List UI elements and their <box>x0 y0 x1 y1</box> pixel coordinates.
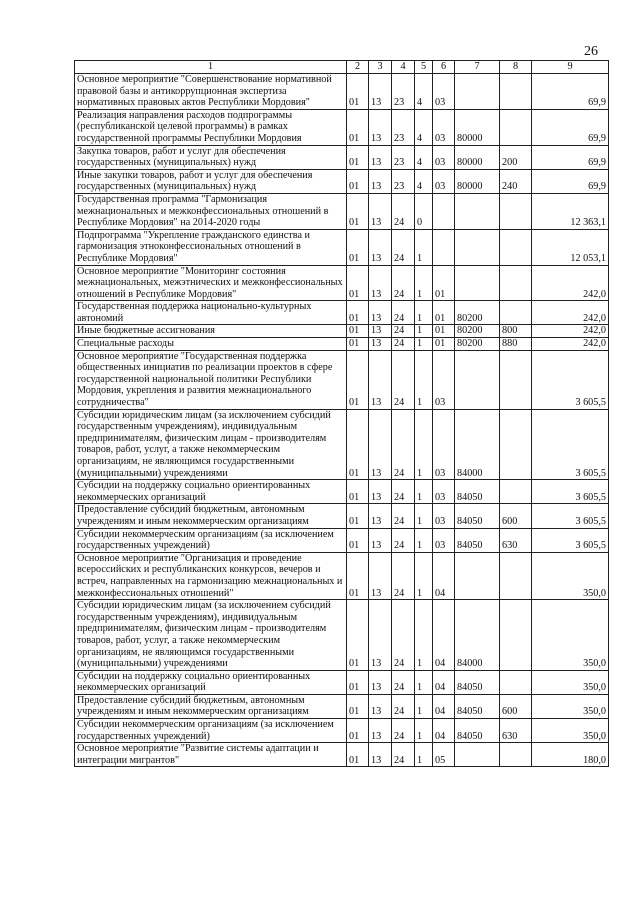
cell-amount: 350,0 <box>532 600 609 671</box>
table-row <box>75 325 609 338</box>
cell-measure: 04 <box>433 600 455 671</box>
cell-amount: 350,0 <box>532 670 609 694</box>
cell-subprogram: 1 <box>415 409 433 480</box>
cell-program: 23 <box>392 74 415 110</box>
cell-expense-type <box>500 409 532 480</box>
cell-amount: 3 605,5 <box>532 528 609 552</box>
cell-section: 01 <box>347 229 369 265</box>
table-row <box>75 694 609 718</box>
table-row <box>75 600 609 671</box>
table-body <box>75 74 609 767</box>
cell-subprogram: 1 <box>415 265 433 301</box>
cell-section: 01 <box>347 74 369 110</box>
cell-expense-type: 800 <box>500 325 532 338</box>
table-row <box>75 350 609 409</box>
cell-direction: 84050 <box>455 719 500 743</box>
cell-section: 01 <box>347 301 369 325</box>
cell-subprogram: 1 <box>415 743 433 767</box>
cell-amount: 12 053,1 <box>532 229 609 265</box>
cell-measure: 03 <box>433 480 455 504</box>
header-cell-1: 1 <box>75 61 347 74</box>
row-name: Иные бюджетные ассигнования <box>75 325 347 338</box>
cell-subprogram: 1 <box>415 325 433 338</box>
cell-section: 01 <box>347 694 369 718</box>
cell-subsection: 13 <box>369 528 392 552</box>
row-name: Основное мероприятие "Развитие системы адаптации и интеграции мигрантов" <box>75 743 347 767</box>
cell-program: 24 <box>392 325 415 338</box>
cell-subprogram: 4 <box>415 145 433 169</box>
cell-measure: 01 <box>433 301 455 325</box>
cell-direction: 80200 <box>455 325 500 338</box>
row-name: Субсидии юридическим лицам (за исключением субсидий государственным учреждениям), индивидуальным предпринимателям, физическим лицам - производителям товаров, работ, услуг, а также некоммерческим организациям, не являющимся государственными (муниципальными) учреждениями <box>75 600 347 671</box>
cell-direction: 80200 <box>455 301 500 325</box>
cell-program: 24 <box>392 350 415 409</box>
cell-measure: 04 <box>433 694 455 718</box>
cell-direction: 80000 <box>455 145 500 169</box>
row-name: Подпрограмма "Укрепление гражданского единства и гармонизация этноконфессиональных отношений в Республике Мордовия" <box>75 229 347 265</box>
cell-subprogram: 1 <box>415 301 433 325</box>
cell-subsection: 13 <box>369 145 392 169</box>
cell-program: 23 <box>392 145 415 169</box>
cell-program: 24 <box>392 694 415 718</box>
cell-direction <box>455 350 500 409</box>
cell-measure: 03 <box>433 145 455 169</box>
cell-program: 24 <box>392 338 415 351</box>
cell-measure: 03 <box>433 409 455 480</box>
row-name: Основное мероприятие "Государственная поддержка общественных инициатив по реализации проектов в сфере государственной национальной политики Республики Мордовия, укрепления и развития межнационального сотрудничества" <box>75 350 347 409</box>
cell-direction: 80200 <box>455 338 500 351</box>
table-row <box>75 169 609 193</box>
row-name: Предоставление субсидий бюджетным, автономным учреждениям и иным некоммерческим организациям <box>75 694 347 718</box>
header-cell-2: 2 <box>347 61 369 74</box>
cell-direction <box>455 743 500 767</box>
cell-measure: 05 <box>433 743 455 767</box>
cell-measure: 03 <box>433 74 455 110</box>
table-row <box>75 145 609 169</box>
cell-section: 01 <box>347 338 369 351</box>
cell-section: 01 <box>347 325 369 338</box>
cell-expense-type <box>500 350 532 409</box>
table-row <box>75 504 609 528</box>
cell-subsection: 13 <box>369 325 392 338</box>
cell-subsection: 13 <box>369 229 392 265</box>
row-name: Закупка товаров, работ и услуг для обеспечения государственных (муниципальных) нужд <box>75 145 347 169</box>
cell-expense-type <box>500 74 532 110</box>
cell-direction <box>455 193 500 229</box>
cell-measure: 03 <box>433 350 455 409</box>
cell-subsection: 13 <box>369 109 392 145</box>
cell-expense-type: 630 <box>500 719 532 743</box>
cell-subsection: 13 <box>369 169 392 193</box>
cell-measure: 04 <box>433 719 455 743</box>
cell-measure: 03 <box>433 169 455 193</box>
cell-amount: 242,0 <box>532 265 609 301</box>
cell-measure <box>433 229 455 265</box>
header-cell-6: 6 <box>433 61 455 74</box>
page-number: 26 <box>584 44 598 59</box>
cell-subprogram: 1 <box>415 480 433 504</box>
cell-subprogram: 4 <box>415 109 433 145</box>
cell-subsection: 13 <box>369 694 392 718</box>
cell-subprogram: 1 <box>415 338 433 351</box>
cell-program: 24 <box>392 409 415 480</box>
table-row <box>75 552 609 599</box>
cell-amount: 69,9 <box>532 145 609 169</box>
cell-program: 24 <box>392 193 415 229</box>
table-row <box>75 719 609 743</box>
cell-section: 01 <box>347 552 369 599</box>
cell-measure: 03 <box>433 528 455 552</box>
table-row <box>75 301 609 325</box>
table-row <box>75 265 609 301</box>
cell-expense-type <box>500 301 532 325</box>
cell-program: 23 <box>392 109 415 145</box>
table-row <box>75 480 609 504</box>
cell-subsection: 13 <box>369 480 392 504</box>
header-cell-7: 7 <box>455 61 500 74</box>
cell-subprogram: 0 <box>415 193 433 229</box>
cell-subprogram: 1 <box>415 670 433 694</box>
cell-program: 24 <box>392 504 415 528</box>
cell-expense-type: 880 <box>500 338 532 351</box>
cell-program: 24 <box>392 670 415 694</box>
cell-program: 24 <box>392 480 415 504</box>
table-row <box>75 109 609 145</box>
row-name: Основное мероприятие "Организация и проведение всероссийских и республиканских конкурсов, вечеров и встреч, направленных на гармонизацию межнациональных и межконфессиональных отношений" <box>75 552 347 599</box>
cell-direction: 84050 <box>455 694 500 718</box>
cell-section: 01 <box>347 169 369 193</box>
cell-expense-type <box>500 600 532 671</box>
cell-section: 01 <box>347 600 369 671</box>
cell-direction: 84050 <box>455 670 500 694</box>
cell-amount: 3 605,5 <box>532 350 609 409</box>
cell-subprogram: 1 <box>415 229 433 265</box>
cell-direction <box>455 74 500 110</box>
cell-expense-type <box>500 552 532 599</box>
cell-amount: 3 605,5 <box>532 504 609 528</box>
cell-expense-type <box>500 229 532 265</box>
cell-section: 01 <box>347 719 369 743</box>
cell-direction: 80000 <box>455 169 500 193</box>
cell-subsection: 13 <box>369 409 392 480</box>
cell-measure: 01 <box>433 338 455 351</box>
cell-section: 01 <box>347 350 369 409</box>
cell-amount: 180,0 <box>532 743 609 767</box>
budget-table <box>74 60 609 767</box>
cell-subsection: 13 <box>369 301 392 325</box>
cell-amount: 242,0 <box>532 325 609 338</box>
cell-direction <box>455 265 500 301</box>
cell-subsection: 13 <box>369 600 392 671</box>
cell-subsection: 13 <box>369 74 392 110</box>
cell-section: 01 <box>347 743 369 767</box>
cell-subsection: 13 <box>369 338 392 351</box>
row-name: Основное мероприятие "Совершенствование нормативной правовой базы и антикоррупционная экспертиза нормативных правовых актов Республики Мордовия" <box>75 74 347 110</box>
row-name: Субсидии некоммерческим организациям (за исключением государственных учреждений) <box>75 528 347 552</box>
cell-amount: 69,9 <box>532 169 609 193</box>
cell-expense-type <box>500 480 532 504</box>
cell-subsection: 13 <box>369 504 392 528</box>
cell-direction: 80000 <box>455 109 500 145</box>
cell-section: 01 <box>347 193 369 229</box>
cell-amount: 3 605,5 <box>532 480 609 504</box>
cell-subprogram: 1 <box>415 504 433 528</box>
cell-program: 24 <box>392 265 415 301</box>
cell-expense-type: 240 <box>500 169 532 193</box>
cell-expense-type <box>500 670 532 694</box>
cell-program: 24 <box>392 743 415 767</box>
cell-subprogram: 4 <box>415 74 433 110</box>
row-name: Субсидии на поддержку социально ориентированных некоммерческих организаций <box>75 480 347 504</box>
cell-amount: 350,0 <box>532 719 609 743</box>
cell-amount: 350,0 <box>532 552 609 599</box>
cell-subprogram: 1 <box>415 528 433 552</box>
row-name: Предоставление субсидий бюджетным, автономным учреждениям и иным некоммерческим организациям <box>75 504 347 528</box>
cell-subsection: 13 <box>369 670 392 694</box>
cell-direction: 84050 <box>455 528 500 552</box>
cell-subsection: 13 <box>369 265 392 301</box>
cell-subsection: 13 <box>369 552 392 599</box>
table-row <box>75 74 609 110</box>
cell-direction: 84050 <box>455 504 500 528</box>
row-name: Иные закупки товаров, работ и услуг для обеспечения государственных (муниципальных) нужд <box>75 169 347 193</box>
cell-section: 01 <box>347 145 369 169</box>
cell-program: 23 <box>392 169 415 193</box>
cell-subsection: 13 <box>369 350 392 409</box>
row-name: Реализация направления расходов подпрограммы (республиканской целевой программы) в рамках государственной программы Республики Мордовия <box>75 109 347 145</box>
row-name: Основное мероприятие "Мониторинг состояния межнациональных, межэтнических и межконфессиональных отношений в Республике Мордовия" <box>75 265 347 301</box>
cell-section: 01 <box>347 670 369 694</box>
header-cell-8: 8 <box>500 61 532 74</box>
row-name: Специальные расходы <box>75 338 347 351</box>
cell-amount: 69,9 <box>532 109 609 145</box>
cell-subprogram: 1 <box>415 552 433 599</box>
cell-amount: 12 363,1 <box>532 193 609 229</box>
cell-subsection: 13 <box>369 743 392 767</box>
cell-program: 24 <box>392 229 415 265</box>
cell-measure <box>433 193 455 229</box>
row-name: Государственная поддержка национально-культурных автономий <box>75 301 347 325</box>
cell-program: 24 <box>392 719 415 743</box>
cell-measure: 03 <box>433 504 455 528</box>
cell-amount: 242,0 <box>532 301 609 325</box>
table-row <box>75 229 609 265</box>
cell-expense-type <box>500 743 532 767</box>
cell-subprogram: 1 <box>415 694 433 718</box>
cell-direction: 84050 <box>455 480 500 504</box>
cell-direction: 84000 <box>455 409 500 480</box>
header-cell-4: 4 <box>392 61 415 74</box>
cell-subprogram: 1 <box>415 719 433 743</box>
cell-amount: 350,0 <box>532 694 609 718</box>
row-name: Субсидии некоммерческим организациям (за исключением государственных учреждений) <box>75 719 347 743</box>
cell-measure: 04 <box>433 552 455 599</box>
cell-subsection: 13 <box>369 193 392 229</box>
header-cell-3: 3 <box>369 61 392 74</box>
cell-section: 01 <box>347 528 369 552</box>
cell-section: 01 <box>347 504 369 528</box>
table-row <box>75 528 609 552</box>
cell-program: 24 <box>392 528 415 552</box>
table-row <box>75 743 609 767</box>
cell-amount: 3 605,5 <box>532 409 609 480</box>
cell-expense-type <box>500 265 532 301</box>
cell-direction <box>455 552 500 599</box>
table-row <box>75 670 609 694</box>
cell-direction: 84000 <box>455 600 500 671</box>
cell-expense-type: 600 <box>500 504 532 528</box>
cell-section: 01 <box>347 409 369 480</box>
table-row <box>75 193 609 229</box>
cell-section: 01 <box>347 109 369 145</box>
cell-measure: 01 <box>433 265 455 301</box>
cell-section: 01 <box>347 480 369 504</box>
cell-direction <box>455 229 500 265</box>
cell-measure: 04 <box>433 670 455 694</box>
cell-amount: 69,9 <box>532 74 609 110</box>
row-name: Государственная программа "Гармонизация межнациональных и межконфессиональных отношений в Республике Мордовия" на 2014-2020 годы <box>75 193 347 229</box>
row-name: Субсидии юридическим лицам (за исключением субсидий государственным учреждениям), индивидуальным предпринимателям, физическим лицам - производителям товаров, работ, услуг, а также некоммерческим организациям, не являющимся государственными (муниципальными) учреждениями <box>75 409 347 480</box>
cell-program: 24 <box>392 600 415 671</box>
cell-expense-type: 630 <box>500 528 532 552</box>
table-row <box>75 338 609 351</box>
cell-expense-type: 600 <box>500 694 532 718</box>
header-cell-9: 9 <box>532 61 609 74</box>
cell-expense-type: 200 <box>500 145 532 169</box>
cell-amount: 242,0 <box>532 338 609 351</box>
cell-measure: 03 <box>433 109 455 145</box>
cell-program: 24 <box>392 552 415 599</box>
cell-subprogram: 4 <box>415 169 433 193</box>
header-row <box>75 61 609 74</box>
cell-measure: 01 <box>433 325 455 338</box>
header-cell-5: 5 <box>415 61 433 74</box>
cell-program: 24 <box>392 301 415 325</box>
cell-subprogram: 1 <box>415 350 433 409</box>
row-name: Субсидии на поддержку социально ориентированных некоммерческих организаций <box>75 670 347 694</box>
cell-section: 01 <box>347 265 369 301</box>
cell-expense-type <box>500 193 532 229</box>
cell-subprogram: 1 <box>415 600 433 671</box>
cell-expense-type <box>500 109 532 145</box>
cell-subsection: 13 <box>369 719 392 743</box>
table-row <box>75 409 609 480</box>
